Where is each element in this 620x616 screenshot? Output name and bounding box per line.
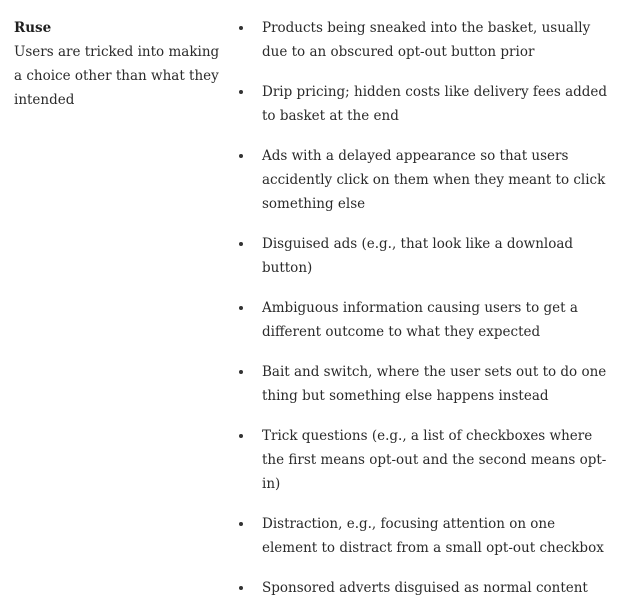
bullet-icon <box>239 26 243 30</box>
list-item <box>236 232 614 280</box>
list-item-text: Ambiguous information causing users to get a different outcome to what they expected <box>262 300 578 340</box>
examples-column <box>236 16 614 616</box>
bullet-icon <box>239 306 243 310</box>
list-item-text: Sponsored adverts disguised as normal content <box>262 580 588 596</box>
bullet-icon <box>239 90 243 94</box>
bullet-icon <box>239 154 243 158</box>
list-item <box>236 576 614 600</box>
list-item-text: Ads with a delayed appearance so that users accidently click on them when they meant to click something else <box>262 148 606 212</box>
bullet-icon <box>239 370 243 374</box>
list-item-text: Drip pricing; hidden costs like delivery fees added to basket at the end <box>262 84 608 124</box>
list-item <box>236 360 614 408</box>
term-title: Ruse <box>14 20 52 36</box>
list-item <box>236 424 614 496</box>
bullet-icon <box>239 242 243 246</box>
term-column <box>14 16 220 112</box>
list-item <box>236 144 614 216</box>
bullet-icon <box>239 586 243 590</box>
term-definition: Users are tricked into making a choice other than what they intended <box>14 44 220 108</box>
list-item-text: Trick questions (e.g., a list of checkboxes where the first means opt-out and the second means opt-in) <box>262 428 607 492</box>
list-item <box>236 512 614 560</box>
list-item <box>236 80 614 128</box>
bullet-icon <box>239 522 243 526</box>
list-item-text: Distraction, e.g., focusing attention on one element to distract from a small opt-out checkbox <box>262 516 604 556</box>
list-item-text: Bait and switch, where the user sets out to do one thing but something else happens instead <box>262 364 607 404</box>
list-item <box>236 16 614 64</box>
list-item-text: Disguised ads (e.g., that look like a download button) <box>262 236 574 276</box>
list-item-text: Products being sneaked into the basket, usually due to an obscured opt-out button prior <box>262 20 591 60</box>
examples-list <box>236 16 614 600</box>
bullet-icon <box>239 434 243 438</box>
list-item <box>236 296 614 344</box>
